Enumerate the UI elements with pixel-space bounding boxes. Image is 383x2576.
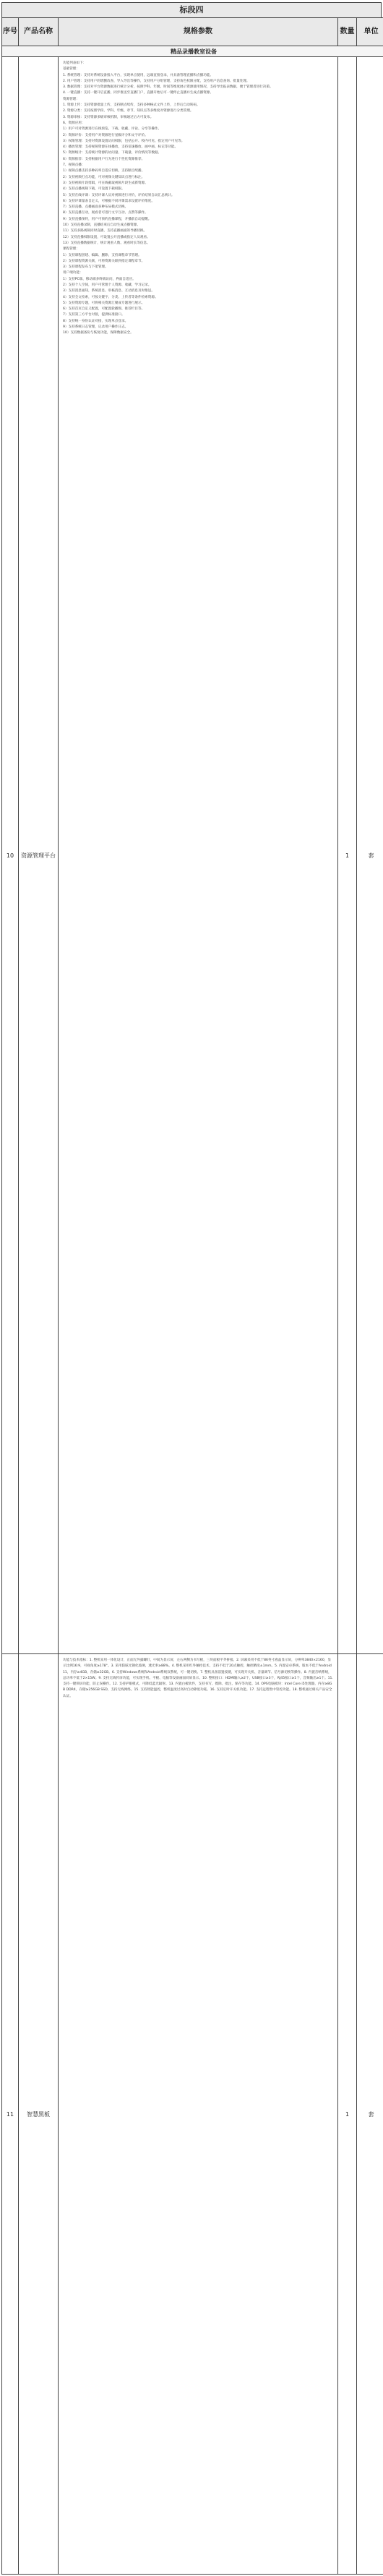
row-spec-cell [59,1654,338,2575]
row-qty: 1 [338,1654,357,2575]
row-spec-text: 功能与技术指标：1. 整机采用一体化设计，正面无外露螺钉，中间为显示屏，左右两侧为书写板，三块面板平齐拼接。2. 屏幕采用不低于86英寸液晶显示屏，分辨率3840×2160，显示比例16:9，可视角度≥178°。3. 采用防眩光钢化玻璃，透光率≥88%。4. 整机采用红外触控技术，支持不低于20点触控，触控精度±1mm。5. 内置安卓系统，版本不低于Android 11，内存≥4GB，存储≥32GB。6. 支持Windows系统和Android系统双系统，可一键切换。7. 整机具备前置按键，可实现开关机、音量调节、信号源切换等操作。8. 内置音响系统，总功率不低于2×15W。9. 支持无线传屏功能，可实现手机、平板、电脑等设备画面同屏显示。10. 整机接口：HDMI输入≥2个，USB接口≥3个，RJ45接口≥1个，音频输出≥1个。11. 支持一键锁屏功能，防止误操作。12. 支持护眼模式，可降低蓝光辐射。13. 内置白板软件，支持书写、擦除、批注、保存等功能。14. OPS电脑模块：Intel Core i5处理器，内存≥8GB DDR4，存储≥256GB SSD，支持无线网络。15. 支持智能温控，整机温度过高时自动降低功耗。16. 支持定时开关机功能。17. 支持远程集中管控功能。18. 整机通过相关产品安全认证。 [63,1659,335,1698]
section-title: 精品录播教室设备 [2,46,383,57]
row-spec-text: 功能列表如下： 基础管理： 1. 系统管理：支持对系统设备接入平台，实现单点使用，远端直接登录，并具备管理直播和点播功能。 2. 用户管理：支持用户的增删改查、导入导出等操作，支持用户分组管理，支持角色权限分配，支持用户信息查询、批量处理。 3. 数据管理：支持对平台资源数据进行统计分析，按照学科、年级、时间等维度展示资源使用情况，支持导出报表数据，便于管理者进行决策。 4. 一键直播：支持一键开启直播，同步推送至直播门户，直播开始后可一键停止直播并生成点播资源。 资源管理： 1. 资源上传：支持资源批量上传，支持断点续传，支持多种格式文件上传，上传后自动转码。 2. 资源分类：支持按照学段、学科、年级、章节、知识点等多维度对资源进行分类管理。 3. 资源审核：支持资源多级审核机制，审核通过后方可发布。 6、资源应用： 1）用户可对资源进行在线预览、下载、收藏、评论、分享等操作。 2）资源评价：支持用户对资源进行星级评分和文字评价。 3）权限管理：支持对资源设置访问权限，包括公开、校内可见、指定用户可见等。 4）播放管理：支持视频资源在线播放，支持倍速播放、画中画、标记等功能。 5）资源统计：支持统计资源的访问量、下载量、评价情况等数据。 6）资源推荐：支持根据用户行为进行个性化资源推荐。 7、视频点播： 1）视频点播支持多种码率自适应切换，支持断点续播。 2）支持视频打点功能，可对视频关键知识点进行标注。 3）支持视频片段剪辑，可在线截取视频片段生成新资源。 4）支持点播视频下载，可设置下载权限。 5）支持在线评课：支持评课人员对视频进行评价，评价结果自动汇总统计。 6）支持评课量表自定义，可根据不同评课需求设置评价维度。 7）支持直播、点播画面多种布局模式切换。 8）支持直播互动，观看者可进行文字互动、点赞等操作。 9）支持直播预约，用户可预约直播课程，开播前自动提醒。 10）支持直播录制，直播结束后自动生成点播资源。 11）支持多路视频同时直播，支持直播画面的导播切换。 12）支持直播权限设置，可设置公开直播或指定人员观看。 13）支持直播数据统计，统计观看人数、观看时长等信息。 课程管理： 1）支持课程创建、编辑、删除，支持课程章节管理。 2）支持课程资源关联，可将资源关联到指定课程章节。 3）支持课程发布与下架管理。 用户端功能： 1）支持PC端、移动端多终端访问，界面自适应。 2）支持个人空间，用户可管理个人资源、收藏、学习记录。 3）支持消息通知，系统消息、审核消息、互动消息及时推送。 4）支持全文检索，可按关键字、分类、上传者等条件检索资源。 5）支持资源专题，可将相关资源汇聚成专题进行展示。 6）支持首页自定义配置，可配置轮播图、推荐栏目等。 7）支持第三方平台对接，提供标准接口。 8）支持统一身份认证对接，实现单点登录。 9）支持系统日志管理，记录用户操作日志。 10）支持数据备份与恢复功能，保障数据安全。 [63,61,273,335]
table-header-row [2,18,383,46]
row-unit: 套 [357,57,383,1654]
table-row [2,57,383,1654]
spec-table [1,17,383,2575]
header-unit: 单位 [357,18,383,46]
header-no: 序号 [2,18,19,46]
row-no: 10 [2,57,19,1654]
header-qty: 数量 [338,18,357,46]
section-title-row [2,46,383,57]
row-no: 11 [2,1654,19,2575]
document-page [1,0,382,2576]
row-name: 资源管理平台 [19,57,59,1654]
header-name: 产品名称 [19,18,59,46]
row-qty: 1 [338,57,357,1654]
row-unit: 套 [357,1654,383,2575]
row-spec-cell [59,57,338,1654]
row-name: 智慧黑板 [19,1654,59,2575]
bid-section-title: 标段四 [1,2,382,18]
header-spec: 规格参数 [59,18,338,46]
table-row [2,1654,383,2575]
